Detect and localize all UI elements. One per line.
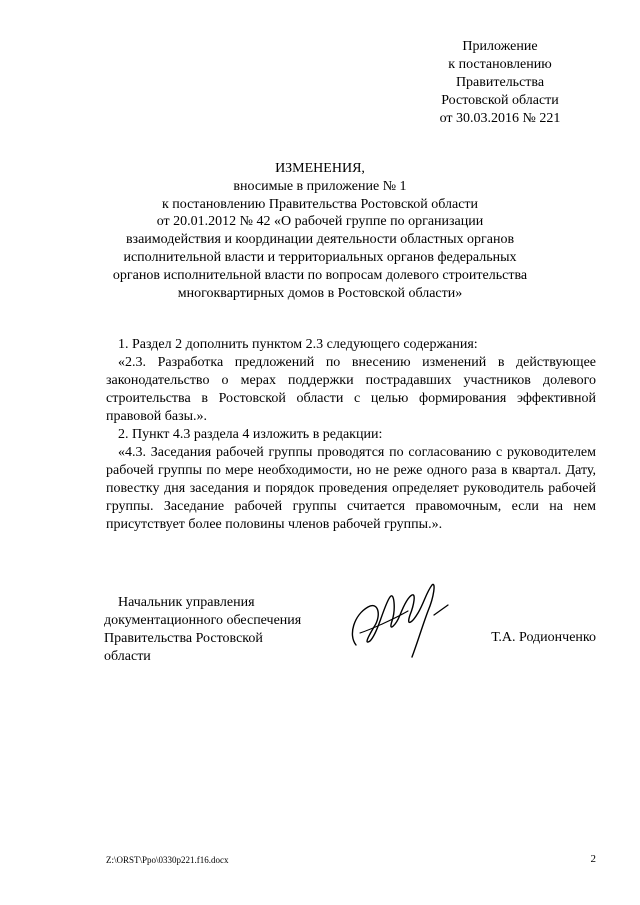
document-title [70,160,570,302]
position-line: документационного обеспечения [104,613,302,628]
title-line: вносимые в приложение № 1 [233,178,407,194]
item-1: 1. Раздел 2 дополнить пунктом 2.3 следующего содержания: [118,337,478,352]
appendix-header [420,38,580,128]
item-2-quote: «4.3. Заседания рабочей группы проводятся по согласованию с руководителем рабочей группы по мере необходимости, но не реже одного раза в квартал. Дату, повестку дня заседания и порядок проведения определяет руководитель рабочей группы. Заседание рабочей группы считается правомочным, если на нем присутствует более половины членов рабочей группы.». [106,445,596,532]
position-line: Правительства Ростовской области [104,631,263,664]
title-heading: ИЗМЕНЕНИЯ, [275,161,365,176]
item-1-quote: «2.3. Разработка предложений по внесению изменений в действующее законодательство о мерах поддержки пострадавших участников долевого строительства в Ростовской области с целью формирования эффективной правовой базы.». [106,355,596,424]
title-line: органов исполнительной власти по вопросам долевого строительства [112,267,528,283]
page-number: 2 [590,853,596,865]
appendix-line: от 30.03.2016 № 221 [439,111,561,126]
footer-file-path: Z:\ORST\Ppo\0330p221.f16.docx [106,855,229,865]
signatory-name: Т.А. Родионченко [491,630,596,645]
document-body [106,336,596,534]
title-line: к постановлению Правительства Ростовской области [161,196,479,212]
position-line: Начальник управления [118,595,255,610]
title-line: от 20.01.2012 № 42 «О рабочей группе по организации [156,214,484,230]
item-2: 2. Пункт 4.3 раздела 4 изложить в редакции: [118,427,383,442]
title-line: взаимодействия и координации деятельности областных органов [125,232,515,248]
title-line: исполнительной власти и территориальных органов федеральных [123,249,517,265]
handwritten-signature [338,575,458,665]
appendix-line: Приложение [462,39,538,54]
appendix-line: к постановлению [448,57,552,72]
appendix-line: Ростовской области [441,93,559,108]
title-line: многоквартирных домов в Ростовской области» [177,285,463,301]
appendix-line: Правительства [455,75,545,90]
signatory-position [104,594,309,666]
